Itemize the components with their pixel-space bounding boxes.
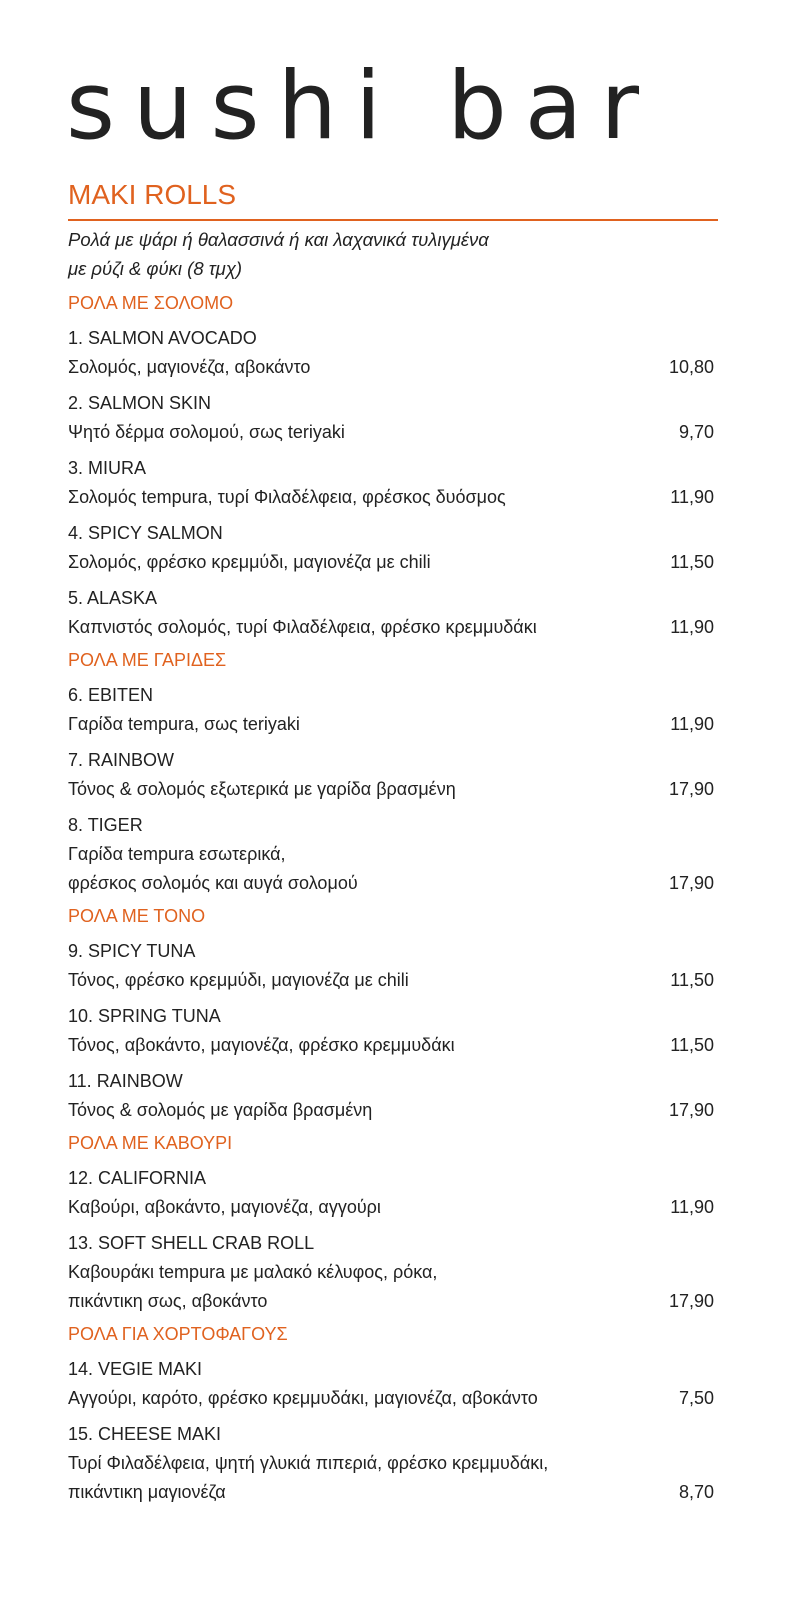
menu-item-description: Καβούρι, αβοκάντο, μαγιονέζα, αγγούρι	[68, 1197, 381, 1217]
menu-item-description: Τόνος & σολομός με γαρίδα βρασμένη	[68, 1100, 373, 1120]
menu-item-price: 11,50	[670, 970, 714, 990]
menu-item-description: Καπνιστός σολομός, τυρί Φιλαδέλφεια, φρέσκο κρεμμυδάκι	[68, 617, 537, 637]
menu-item-description: Σολομός tempura, τυρί Φιλαδέλφεια, φρέσκος δυόσμος	[68, 487, 506, 507]
category-heading: ΡΟΛΑ ΜΕ ΚΑΒΟΥΡΙ	[68, 1133, 233, 1153]
menu-item-price: 11,90	[670, 487, 714, 507]
menu-item-description: Τόνος & σολομός εξωτερικά με γαρίδα βρασμένη	[68, 779, 456, 799]
menu-item	[68, 454, 718, 512]
menu-item-name: 4. SPICY SALMON	[68, 523, 223, 543]
menu-item	[68, 1420, 718, 1507]
menu-item-price: 9,70	[678, 422, 714, 442]
category-heading: ΡΟΛΑ ΜΕ ΣΟΛΟΜΟ	[68, 293, 234, 313]
menu-item-price: 17,90	[668, 873, 714, 893]
section-divider	[68, 219, 718, 221]
menu-item	[68, 324, 718, 382]
menu-item-description: Καβουράκι tempura με μαλακό κέλυφος, ρόκα, πικάντικη σως, αβοκάντο	[68, 1262, 438, 1311]
menu-item	[68, 1067, 718, 1125]
menu-item-name: 6. EBITEN	[68, 685, 154, 705]
menu-item	[68, 1355, 718, 1413]
menu-item-price: 8,70	[678, 1482, 714, 1502]
brand-title: sushi bar	[66, 52, 658, 161]
menu-item	[68, 937, 718, 995]
menu-item	[68, 1229, 718, 1316]
menu-item-name: 9. SPICY TUNA	[68, 941, 196, 961]
menu-item	[68, 746, 718, 804]
menu-item-name: 14. VEGIE MAKI	[68, 1359, 203, 1379]
menu-item-price: 17,90	[668, 1291, 714, 1311]
menu-item-name: 10. SPRING TUNA	[68, 1006, 221, 1026]
menu-item-name: 11. RAINBOW	[68, 1071, 183, 1091]
menu-item-description: Αγγούρι, καρότο, φρέσκο κρεμμυδάκι, μαγιονέζα, αβοκάντο	[68, 1388, 538, 1408]
menu-item-name: 12. CALIFORNIA	[68, 1168, 207, 1188]
menu-item-description: Τυρί Φιλαδέλφεια, ψητή γλυκιά πιπεριά, φρέσκο κρεμμυδάκι, πικάντικη μαγιονέζα	[68, 1453, 549, 1502]
menu-item-name: 13. SOFT SHELL CRAB ROLL	[68, 1233, 315, 1253]
menu-item-name: 8. TIGER	[68, 815, 143, 835]
menu-item	[68, 811, 718, 898]
menu-item-price: 17,90	[668, 1100, 714, 1120]
menu-item-price: 11,50	[670, 1035, 714, 1055]
menu-item-name: 15. CHEESE MAKI	[68, 1424, 222, 1444]
menu-item	[68, 584, 718, 642]
menu-item-description: Τόνος, αβοκάντο, μαγιονέζα, φρέσκο κρεμμυδάκι	[68, 1035, 455, 1055]
menu-item-price: 7,50	[678, 1388, 714, 1408]
section-intro: Ρολά με ψάρι ή θαλασσινά ή και λαχανικά τυλιγμένα με ρύζι & φύκι (8 τμχ)	[68, 229, 489, 279]
category-heading: ΡΟΛΑ ΓΙΑ ΧΟΡΤΟΦΑΓΟΥΣ	[68, 1324, 288, 1344]
menu-item-name: 2. SALMON SKIN	[68, 393, 212, 413]
menu-item-description: Ψητό δέρμα σολομού, σως teriyaki	[68, 422, 345, 442]
category-heading: ΡΟΛΑ ΜΕ ΤΟΝΟ	[68, 906, 206, 926]
menu-item-description: Σολομός, μαγιονέζα, αβοκάντο	[68, 357, 311, 377]
menu-item	[68, 1002, 718, 1060]
menu-item	[68, 519, 718, 577]
menu-item-name: 3. MIURA	[68, 458, 147, 478]
menu-item-name: 7. RAINBOW	[68, 750, 175, 770]
menu-item-price: 11,90	[670, 617, 714, 637]
menu-item	[68, 681, 718, 739]
menu-item-description: Γαρίδα tempura, σως teriyaki	[68, 714, 300, 734]
menu-item	[68, 1164, 718, 1222]
menu-item-name: 1. SALMON AVOCADO	[68, 328, 257, 348]
section-title: MAKI ROLLS	[68, 179, 237, 210]
category-heading: ΡΟΛΑ ΜΕ ΓΑΡΙΔΕΣ	[68, 650, 227, 670]
menu-item-description: Σολομός, φρέσκο κρεμμύδι, μαγιονέζα με chili	[68, 552, 431, 572]
menu-item-description: Γαρίδα tempura εσωτερικά, φρέσκος σολομός και αυγά σολομού	[68, 844, 358, 893]
menu-item-price: 11,90	[670, 714, 714, 734]
menu-list	[68, 288, 718, 1514]
menu-item-price: 10,80	[668, 357, 714, 377]
menu-item	[68, 389, 718, 447]
menu-item-price: 11,50	[670, 552, 714, 572]
menu-item-name: 5. ALASKA	[68, 588, 158, 608]
menu-item-description: Τόνος, φρέσκο κρεμμύδι, μαγιονέζα με chili	[68, 970, 409, 990]
menu-item-price: 11,90	[670, 1197, 714, 1217]
menu-item-price: 17,90	[668, 779, 714, 799]
